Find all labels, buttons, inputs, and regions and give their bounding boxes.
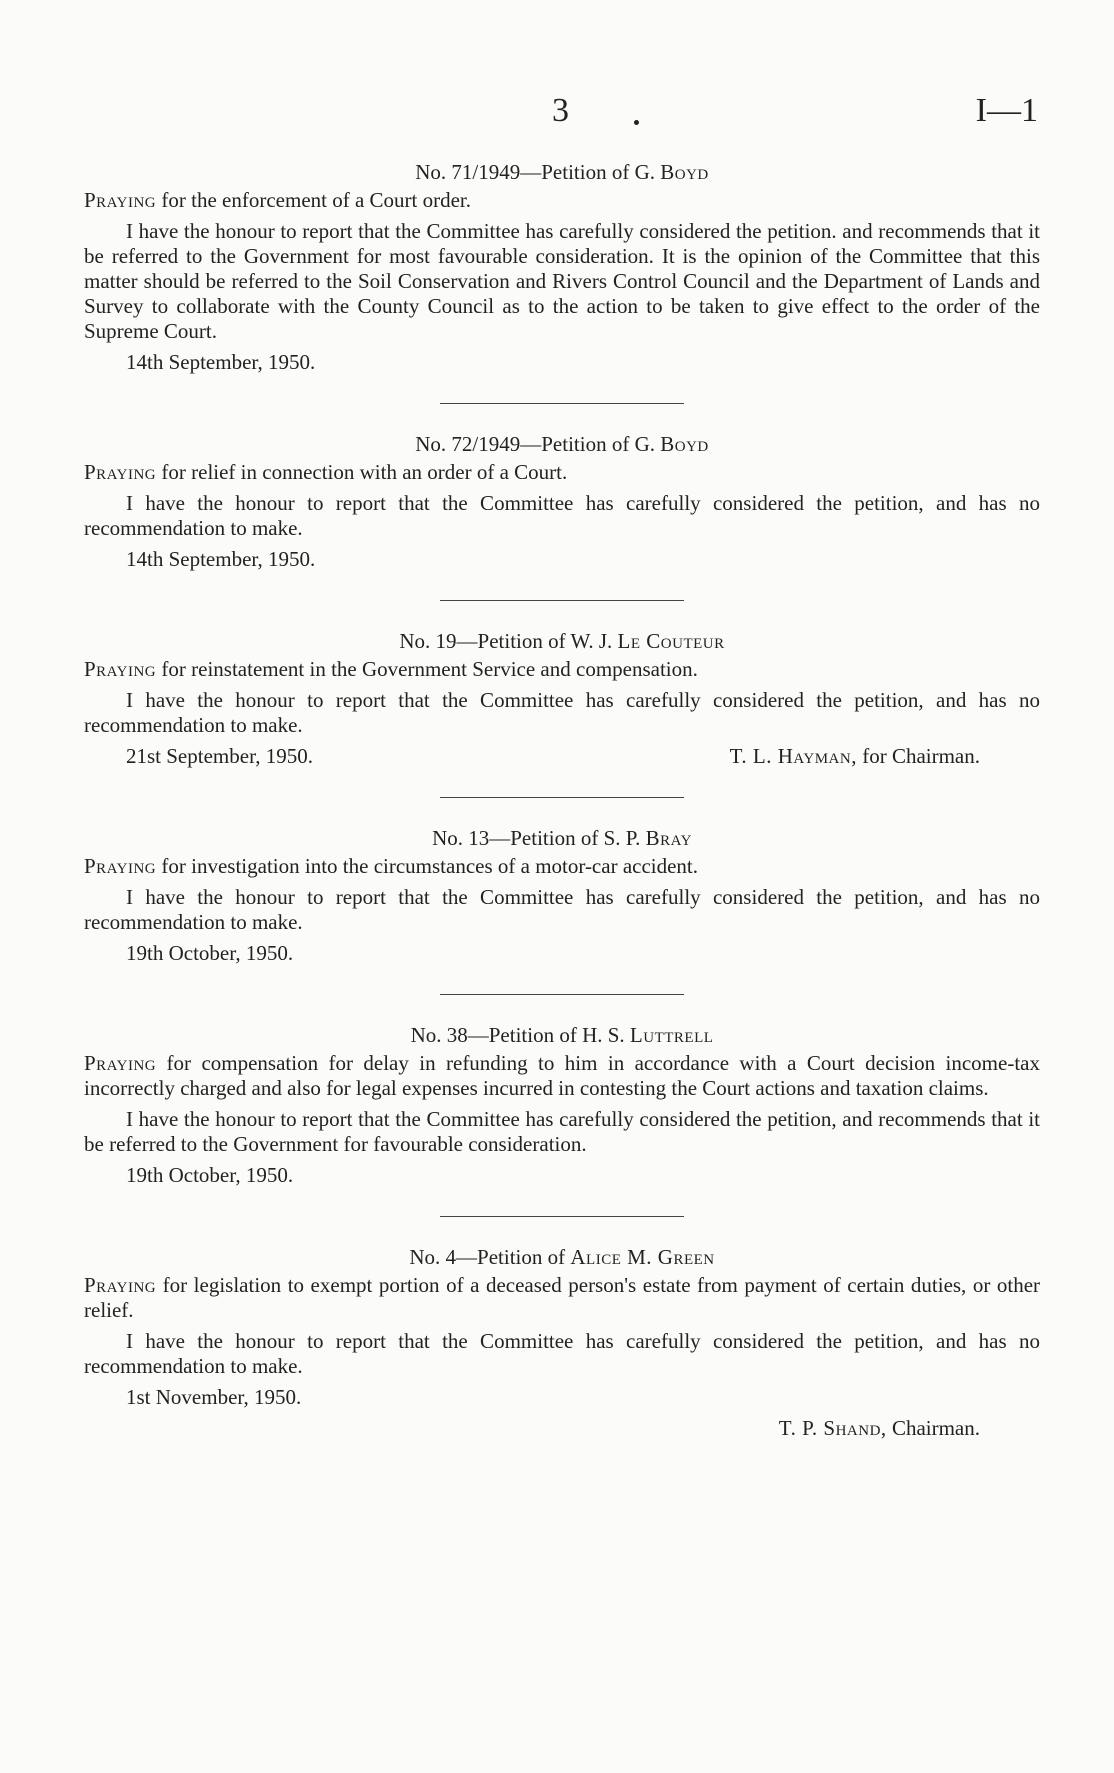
chairman-name: T. P. Shand, xyxy=(778,1416,887,1440)
date-row xyxy=(84,941,1040,966)
report-date: 19th October, 1950. xyxy=(126,941,294,965)
praying-word: Praying xyxy=(84,1273,157,1297)
petitioner-name: Alice M. Green xyxy=(570,1245,715,1269)
page-number: 3 xyxy=(552,92,569,129)
praying-line xyxy=(84,1051,1040,1101)
petition-title xyxy=(84,432,1040,457)
praying-text: for legislation to exempt portion of a deceased person's estate from payment of certain duties, or other relief. xyxy=(84,1273,1041,1322)
petitioner-name: Bray xyxy=(645,826,692,850)
petitioner-name: Le Couteur xyxy=(617,629,725,653)
praying-text: for the enforcement of a Court order. xyxy=(161,188,472,212)
committee-report: I have the honour to report that the Committee has carefully considered the petition, and has no recommendation to make. xyxy=(84,491,1040,540)
petitions-content xyxy=(84,160,1040,1441)
committee-report: I have the honour to report that the Committee has carefully considered the petition, and has no recommendation to make. xyxy=(84,885,1040,934)
section-divider xyxy=(440,1216,684,1217)
signature xyxy=(730,744,1040,769)
report-date: 21st September, 1950. xyxy=(126,744,313,768)
praying-text: for compensation for delay in refunding to him in accordance with a Court decision income-tax incorrectly charged and also for legal expenses incurred in contesting the Court actions and taxation claims. xyxy=(84,1051,1040,1100)
signatory-role: for Chairman. xyxy=(862,744,980,768)
section-divider xyxy=(440,994,684,995)
petition-title-prefix: No. 19—Petition of W. J. xyxy=(399,629,613,653)
petition-title xyxy=(84,1023,1040,1048)
petitioner-name: Luttrell xyxy=(629,1023,714,1047)
petition-title-prefix: No. 4—Petition of xyxy=(409,1245,566,1269)
praying-line xyxy=(84,657,1040,682)
praying-text: for relief in connection with an order of a Court. xyxy=(161,460,568,484)
praying-line xyxy=(84,460,1040,485)
praying-word: Praying xyxy=(84,460,157,484)
petition-title-prefix: No. 38—Petition of H. S. xyxy=(410,1023,625,1047)
petition-title-prefix: No. 72/1949—Petition of G. xyxy=(415,432,655,456)
petition-title xyxy=(84,826,1040,851)
section-divider xyxy=(440,600,684,601)
praying-word: Praying xyxy=(84,854,157,878)
document-reference: I—1 xyxy=(975,92,1038,129)
petition-title-prefix: No. 13—Petition of S. P. xyxy=(432,826,641,850)
praying-line xyxy=(84,188,1040,213)
petition-title xyxy=(84,1245,1040,1270)
printer-dot xyxy=(634,120,639,125)
petition-71-1949 xyxy=(84,160,1040,375)
report-date: 14th September, 1950. xyxy=(126,350,316,374)
committee-report: I have the honour to report that the Committee has carefully considered the petition, and has no recommendation to make. xyxy=(84,1329,1040,1378)
praying-line xyxy=(84,1273,1040,1323)
praying-word: Praying xyxy=(84,188,157,212)
date-row xyxy=(84,547,1040,572)
report-date: 14th September, 1950. xyxy=(126,547,316,571)
petition-4 xyxy=(84,1245,1040,1441)
petition-72-1949 xyxy=(84,432,1040,572)
date-row xyxy=(84,1163,1040,1188)
petitioner-name: Boyd xyxy=(660,432,709,456)
praying-word: Praying xyxy=(84,657,157,681)
committee-report: I have the honour to report that the Committee has carefully considered the petition, and recommends that it be referred to the Government for favourable consideration. xyxy=(84,1107,1040,1156)
praying-text: for reinstatement in the Government Service and compensation. xyxy=(161,657,698,681)
committee-report: I have the honour to report that the Committee has carefully considered the petition. and recommends that it be referred to the Government for most favourable consideration. It is the opinion of the Committee that this matter should be referred to the Soil Conservation and Rivers Control Council and the Department of Lands and Survey to collaborate with the County Council as to the action to be taken to give effect to the order of the Supreme Court. xyxy=(84,219,1040,343)
date-signature-row xyxy=(84,744,1040,769)
section-divider xyxy=(440,403,684,404)
chairman-role: Chairman. xyxy=(891,1416,980,1440)
report-date: 19th October, 1950. xyxy=(126,1163,294,1187)
date-row xyxy=(84,1385,1040,1410)
petition-19 xyxy=(84,629,1040,769)
praying-line xyxy=(84,854,1040,879)
praying-text: for investigation into the circumstances of a motor-car accident. xyxy=(161,854,699,878)
petition-38 xyxy=(84,1023,1040,1188)
section-divider xyxy=(440,797,684,798)
petition-title xyxy=(84,160,1040,185)
petition-title-prefix: No. 71/1949—Petition of G. xyxy=(415,160,655,184)
petitioner-name: Boyd xyxy=(660,160,709,184)
report-date: 1st November, 1950. xyxy=(126,1385,302,1409)
petition-title xyxy=(84,629,1040,654)
signatory-name: T. L. Hayman, xyxy=(729,744,857,768)
committee-report: I have the honour to report that the Committee has carefully considered the petition, and has no recommendation to make. xyxy=(84,688,1040,737)
praying-word: Praying xyxy=(84,1051,157,1075)
petition-13 xyxy=(84,826,1040,966)
date-row xyxy=(84,350,1040,375)
chairman-signature xyxy=(84,1416,1040,1441)
